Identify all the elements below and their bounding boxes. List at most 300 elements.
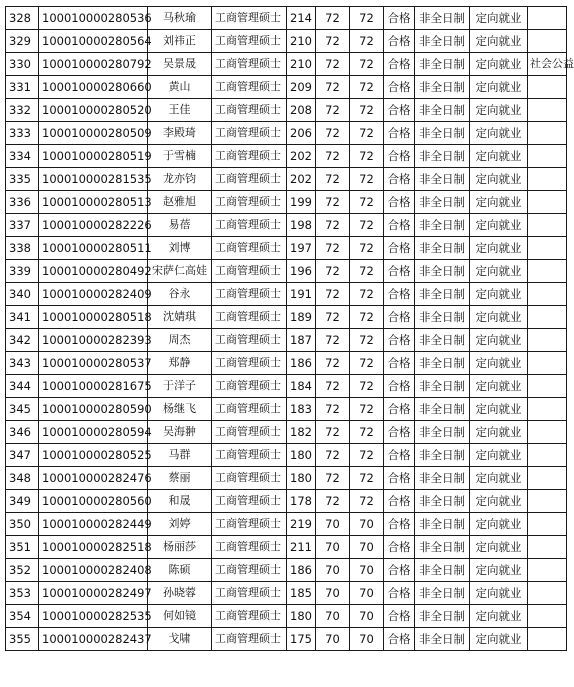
study-mode-cell: 非全日制 bbox=[415, 76, 470, 99]
employment-plan-cell: 定向就业 bbox=[470, 467, 528, 490]
candidate-name-cell: 宋萨仁高娃 bbox=[148, 260, 212, 283]
candidate-name-cell: 杨继飞 bbox=[148, 398, 212, 421]
remark-cell bbox=[528, 283, 567, 306]
subject-score-1-cell: 72 bbox=[316, 122, 350, 145]
total-score-cell: 211 bbox=[287, 536, 316, 559]
major-name-cell: 工商管理硕士 bbox=[212, 329, 287, 352]
study-mode-cell: 非全日制 bbox=[415, 559, 470, 582]
result-status-cell: 合格 bbox=[384, 582, 415, 605]
subject-score-2-cell: 70 bbox=[350, 605, 384, 628]
result-status-cell: 合格 bbox=[384, 536, 415, 559]
candidate-id-cell: 100010000280525 bbox=[39, 444, 148, 467]
major-name-cell: 工商管理硕士 bbox=[212, 214, 287, 237]
result-status-cell: 合格 bbox=[384, 99, 415, 122]
major-name-cell: 工商管理硕士 bbox=[212, 99, 287, 122]
remark-cell bbox=[528, 421, 567, 444]
employment-plan-cell: 定向就业 bbox=[470, 398, 528, 421]
subject-score-2-cell: 72 bbox=[350, 329, 384, 352]
subject-score-2-cell: 70 bbox=[350, 559, 384, 582]
subject-score-1-cell: 72 bbox=[316, 352, 350, 375]
table-row bbox=[6, 605, 567, 628]
major-name-cell: 工商管理硕士 bbox=[212, 490, 287, 513]
remark-cell bbox=[528, 306, 567, 329]
major-name-cell: 工商管理硕士 bbox=[212, 444, 287, 467]
subject-score-1-cell: 72 bbox=[316, 145, 350, 168]
study-mode-cell: 非全日制 bbox=[415, 30, 470, 53]
total-score-cell: 210 bbox=[287, 30, 316, 53]
result-status-cell: 合格 bbox=[384, 7, 415, 30]
remark-cell bbox=[528, 329, 567, 352]
candidate-name-cell: 谷永 bbox=[148, 283, 212, 306]
table-row bbox=[6, 352, 567, 375]
result-status-cell: 合格 bbox=[384, 605, 415, 628]
major-name-cell: 工商管理硕士 bbox=[212, 375, 287, 398]
employment-plan-cell: 定向就业 bbox=[470, 444, 528, 467]
admission-table bbox=[5, 6, 574, 651]
subject-score-1-cell: 72 bbox=[316, 99, 350, 122]
subject-score-1-cell: 72 bbox=[316, 214, 350, 237]
remark-cell bbox=[528, 582, 567, 605]
remark-cell bbox=[528, 237, 567, 260]
candidate-name-cell: 刘婷 bbox=[148, 513, 212, 536]
study-mode-cell: 非全日制 bbox=[415, 605, 470, 628]
employment-plan-cell: 定向就业 bbox=[470, 536, 528, 559]
subject-score-1-cell: 72 bbox=[316, 306, 350, 329]
employment-plan-cell: 定向就业 bbox=[470, 30, 528, 53]
employment-plan-cell: 定向就业 bbox=[470, 283, 528, 306]
employment-plan-cell: 定向就业 bbox=[470, 145, 528, 168]
total-score-cell: 189 bbox=[287, 306, 316, 329]
result-status-cell: 合格 bbox=[384, 398, 415, 421]
candidate-id-cell: 100010000282437 bbox=[39, 628, 148, 651]
subject-score-2-cell: 72 bbox=[350, 467, 384, 490]
employment-plan-cell: 定向就业 bbox=[470, 375, 528, 398]
table-row bbox=[6, 329, 567, 352]
study-mode-cell: 非全日制 bbox=[415, 214, 470, 237]
employment-plan-cell: 定向就业 bbox=[470, 260, 528, 283]
table-row bbox=[6, 628, 567, 651]
employment-plan-cell: 定向就业 bbox=[470, 53, 528, 76]
result-status-cell: 合格 bbox=[384, 628, 415, 651]
subject-score-2-cell: 72 bbox=[350, 53, 384, 76]
result-status-cell: 合格 bbox=[384, 352, 415, 375]
subject-score-1-cell: 72 bbox=[316, 53, 350, 76]
total-score-cell: 187 bbox=[287, 329, 316, 352]
candidate-name-cell: 黄山 bbox=[148, 76, 212, 99]
major-name-cell: 工商管理硕士 bbox=[212, 306, 287, 329]
study-mode-cell: 非全日制 bbox=[415, 582, 470, 605]
row-number-cell: 349 bbox=[6, 490, 39, 513]
result-status-cell: 合格 bbox=[384, 444, 415, 467]
candidate-id-cell: 100010000280518 bbox=[39, 306, 148, 329]
employment-plan-cell: 定向就业 bbox=[470, 352, 528, 375]
row-number-cell: 339 bbox=[6, 260, 39, 283]
result-status-cell: 合格 bbox=[384, 168, 415, 191]
candidate-id-cell: 100010000282535 bbox=[39, 605, 148, 628]
total-score-cell: 198 bbox=[287, 214, 316, 237]
study-mode-cell: 非全日制 bbox=[415, 329, 470, 352]
subject-score-1-cell: 72 bbox=[316, 283, 350, 306]
row-number-cell: 340 bbox=[6, 283, 39, 306]
remark-cell: 社会公益 bbox=[528, 53, 567, 76]
result-status-cell: 合格 bbox=[384, 214, 415, 237]
result-status-cell: 合格 bbox=[384, 467, 415, 490]
candidate-id-cell: 100010000280513 bbox=[39, 191, 148, 214]
row-number-cell: 350 bbox=[6, 513, 39, 536]
candidate-id-cell: 100010000280564 bbox=[39, 30, 148, 53]
row-number-cell: 328 bbox=[6, 7, 39, 30]
table-row bbox=[6, 513, 567, 536]
study-mode-cell: 非全日制 bbox=[415, 628, 470, 651]
result-status-cell: 合格 bbox=[384, 260, 415, 283]
subject-score-1-cell: 70 bbox=[316, 628, 350, 651]
candidate-id-cell: 100010000280511 bbox=[39, 237, 148, 260]
table-row bbox=[6, 467, 567, 490]
row-number-cell: 337 bbox=[6, 214, 39, 237]
subject-score-1-cell: 70 bbox=[316, 513, 350, 536]
result-status-cell: 合格 bbox=[384, 559, 415, 582]
study-mode-cell: 非全日制 bbox=[415, 375, 470, 398]
subject-score-2-cell: 70 bbox=[350, 628, 384, 651]
candidate-id-cell: 100010000280594 bbox=[39, 421, 148, 444]
major-name-cell: 工商管理硕士 bbox=[212, 145, 287, 168]
study-mode-cell: 非全日制 bbox=[415, 168, 470, 191]
row-number-cell: 331 bbox=[6, 76, 39, 99]
table-row bbox=[6, 99, 567, 122]
candidate-id-cell: 100010000280536 bbox=[39, 7, 148, 30]
result-status-cell: 合格 bbox=[384, 30, 415, 53]
table-row bbox=[6, 582, 567, 605]
candidate-name-cell: 于洋子 bbox=[148, 375, 212, 398]
candidate-id-cell: 100010000282497 bbox=[39, 582, 148, 605]
row-number-cell: 335 bbox=[6, 168, 39, 191]
subject-score-1-cell: 70 bbox=[316, 605, 350, 628]
candidate-id-cell: 100010000280509 bbox=[39, 122, 148, 145]
subject-score-2-cell: 70 bbox=[350, 582, 384, 605]
major-name-cell: 工商管理硕士 bbox=[212, 30, 287, 53]
total-score-cell: 196 bbox=[287, 260, 316, 283]
row-number-cell: 333 bbox=[6, 122, 39, 145]
candidate-name-cell: 李殿琦 bbox=[148, 122, 212, 145]
table-row bbox=[6, 237, 567, 260]
table-row bbox=[6, 398, 567, 421]
row-number-cell: 329 bbox=[6, 30, 39, 53]
study-mode-cell: 非全日制 bbox=[415, 283, 470, 306]
subject-score-2-cell: 72 bbox=[350, 122, 384, 145]
study-mode-cell: 非全日制 bbox=[415, 237, 470, 260]
candidate-id-cell: 100010000281675 bbox=[39, 375, 148, 398]
result-status-cell: 合格 bbox=[384, 191, 415, 214]
table-row bbox=[6, 536, 567, 559]
row-number-cell: 344 bbox=[6, 375, 39, 398]
subject-score-2-cell: 72 bbox=[350, 444, 384, 467]
subject-score-2-cell: 72 bbox=[350, 7, 384, 30]
study-mode-cell: 非全日制 bbox=[415, 536, 470, 559]
major-name-cell: 工商管理硕士 bbox=[212, 237, 287, 260]
total-score-cell: 214 bbox=[287, 7, 316, 30]
total-score-cell: 199 bbox=[287, 191, 316, 214]
subject-score-1-cell: 72 bbox=[316, 375, 350, 398]
subject-score-2-cell: 72 bbox=[350, 145, 384, 168]
employment-plan-cell: 定向就业 bbox=[470, 605, 528, 628]
table-row bbox=[6, 283, 567, 306]
subject-score-2-cell: 72 bbox=[350, 30, 384, 53]
candidate-name-cell: 马群 bbox=[148, 444, 212, 467]
candidate-name-cell: 王佳 bbox=[148, 99, 212, 122]
result-status-cell: 合格 bbox=[384, 306, 415, 329]
result-status-cell: 合格 bbox=[384, 145, 415, 168]
subject-score-2-cell: 72 bbox=[350, 306, 384, 329]
major-name-cell: 工商管理硕士 bbox=[212, 53, 287, 76]
table-row bbox=[6, 76, 567, 99]
study-mode-cell: 非全日制 bbox=[415, 191, 470, 214]
result-status-cell: 合格 bbox=[384, 122, 415, 145]
study-mode-cell: 非全日制 bbox=[415, 421, 470, 444]
total-score-cell: 183 bbox=[287, 398, 316, 421]
candidate-id-cell: 100010000280660 bbox=[39, 76, 148, 99]
subject-score-1-cell: 72 bbox=[316, 444, 350, 467]
major-name-cell: 工商管理硕士 bbox=[212, 536, 287, 559]
candidate-name-cell: 龙亦钧 bbox=[148, 168, 212, 191]
result-status-cell: 合格 bbox=[384, 53, 415, 76]
table-row bbox=[6, 490, 567, 513]
subject-score-1-cell: 70 bbox=[316, 582, 350, 605]
study-mode-cell: 非全日制 bbox=[415, 398, 470, 421]
admission-list-sheet bbox=[5, 6, 574, 651]
employment-plan-cell: 定向就业 bbox=[470, 237, 528, 260]
total-score-cell: 209 bbox=[287, 76, 316, 99]
candidate-id-cell: 100010000280537 bbox=[39, 352, 148, 375]
remark-cell bbox=[528, 605, 567, 628]
row-number-cell: 342 bbox=[6, 329, 39, 352]
candidate-name-cell: 和晟 bbox=[148, 490, 212, 513]
row-number-cell: 353 bbox=[6, 582, 39, 605]
result-status-cell: 合格 bbox=[384, 76, 415, 99]
row-number-cell: 347 bbox=[6, 444, 39, 467]
candidate-name-cell: 于雪楠 bbox=[148, 145, 212, 168]
row-number-cell: 355 bbox=[6, 628, 39, 651]
major-name-cell: 工商管理硕士 bbox=[212, 628, 287, 651]
subject-score-2-cell: 72 bbox=[350, 283, 384, 306]
subject-score-2-cell: 72 bbox=[350, 191, 384, 214]
study-mode-cell: 非全日制 bbox=[415, 145, 470, 168]
subject-score-2-cell: 72 bbox=[350, 237, 384, 260]
row-number-cell: 332 bbox=[6, 99, 39, 122]
remark-cell bbox=[528, 398, 567, 421]
subject-score-1-cell: 70 bbox=[316, 559, 350, 582]
employment-plan-cell: 定向就业 bbox=[470, 490, 528, 513]
result-status-cell: 合格 bbox=[384, 490, 415, 513]
result-status-cell: 合格 bbox=[384, 421, 415, 444]
row-number-cell: 343 bbox=[6, 352, 39, 375]
study-mode-cell: 非全日制 bbox=[415, 444, 470, 467]
remark-cell bbox=[528, 168, 567, 191]
total-score-cell: 186 bbox=[287, 352, 316, 375]
remark-cell bbox=[528, 467, 567, 490]
remark-cell bbox=[528, 444, 567, 467]
total-score-cell: 184 bbox=[287, 375, 316, 398]
result-status-cell: 合格 bbox=[384, 283, 415, 306]
candidate-id-cell: 100010000280519 bbox=[39, 145, 148, 168]
candidate-name-cell: 赵雅旭 bbox=[148, 191, 212, 214]
study-mode-cell: 非全日制 bbox=[415, 99, 470, 122]
subject-score-1-cell: 72 bbox=[316, 7, 350, 30]
subject-score-2-cell: 72 bbox=[350, 76, 384, 99]
subject-score-2-cell: 72 bbox=[350, 375, 384, 398]
major-name-cell: 工商管理硕士 bbox=[212, 421, 287, 444]
candidate-id-cell: 100010000282476 bbox=[39, 467, 148, 490]
candidate-name-cell: 刘博 bbox=[148, 237, 212, 260]
subject-score-1-cell: 72 bbox=[316, 237, 350, 260]
employment-plan-cell: 定向就业 bbox=[470, 582, 528, 605]
candidate-name-cell: 杨丽莎 bbox=[148, 536, 212, 559]
major-name-cell: 工商管理硕士 bbox=[212, 168, 287, 191]
table-row bbox=[6, 260, 567, 283]
major-name-cell: 工商管理硕士 bbox=[212, 352, 287, 375]
total-score-cell: 206 bbox=[287, 122, 316, 145]
remark-cell bbox=[528, 99, 567, 122]
employment-plan-cell: 定向就业 bbox=[470, 7, 528, 30]
major-name-cell: 工商管理硕士 bbox=[212, 260, 287, 283]
total-score-cell: 186 bbox=[287, 559, 316, 582]
study-mode-cell: 非全日制 bbox=[415, 490, 470, 513]
subject-score-1-cell: 72 bbox=[316, 260, 350, 283]
candidate-id-cell: 100010000280560 bbox=[39, 490, 148, 513]
remark-cell bbox=[528, 76, 567, 99]
candidate-id-cell: 100010000282409 bbox=[39, 283, 148, 306]
candidate-name-cell: 吴海翀 bbox=[148, 421, 212, 444]
subject-score-1-cell: 72 bbox=[316, 490, 350, 513]
employment-plan-cell: 定向就业 bbox=[470, 559, 528, 582]
table-row bbox=[6, 145, 567, 168]
remark-cell bbox=[528, 122, 567, 145]
table-body bbox=[6, 7, 574, 651]
subject-score-2-cell: 72 bbox=[350, 352, 384, 375]
major-name-cell: 工商管理硕士 bbox=[212, 467, 287, 490]
major-name-cell: 工商管理硕士 bbox=[212, 191, 287, 214]
subject-score-2-cell: 72 bbox=[350, 490, 384, 513]
major-name-cell: 工商管理硕士 bbox=[212, 398, 287, 421]
table-row bbox=[6, 122, 567, 145]
employment-plan-cell: 定向就业 bbox=[470, 191, 528, 214]
remark-cell bbox=[528, 352, 567, 375]
candidate-id-cell: 100010000280492 bbox=[39, 260, 148, 283]
table-row bbox=[6, 53, 567, 76]
candidate-id-cell: 100010000282393 bbox=[39, 329, 148, 352]
table-row bbox=[6, 444, 567, 467]
candidate-name-cell: 蔡丽 bbox=[148, 467, 212, 490]
remark-cell bbox=[528, 7, 567, 30]
study-mode-cell: 非全日制 bbox=[415, 260, 470, 283]
row-number-cell: 352 bbox=[6, 559, 39, 582]
employment-plan-cell: 定向就业 bbox=[470, 306, 528, 329]
study-mode-cell: 非全日制 bbox=[415, 7, 470, 30]
row-number-cell: 346 bbox=[6, 421, 39, 444]
candidate-id-cell: 100010000282408 bbox=[39, 559, 148, 582]
candidate-name-cell: 戈啸 bbox=[148, 628, 212, 651]
row-number-cell: 334 bbox=[6, 145, 39, 168]
total-score-cell: 202 bbox=[287, 145, 316, 168]
employment-plan-cell: 定向就业 bbox=[470, 329, 528, 352]
total-score-cell: 185 bbox=[287, 582, 316, 605]
subject-score-1-cell: 72 bbox=[316, 398, 350, 421]
employment-plan-cell: 定向就业 bbox=[470, 168, 528, 191]
total-score-cell: 178 bbox=[287, 490, 316, 513]
major-name-cell: 工商管理硕士 bbox=[212, 76, 287, 99]
table-row bbox=[6, 214, 567, 237]
candidate-id-cell: 100010000282226 bbox=[39, 214, 148, 237]
candidate-id-cell: 100010000282449 bbox=[39, 513, 148, 536]
major-name-cell: 工商管理硕士 bbox=[212, 122, 287, 145]
result-status-cell: 合格 bbox=[384, 375, 415, 398]
row-number-cell: 354 bbox=[6, 605, 39, 628]
remark-cell bbox=[528, 375, 567, 398]
subject-score-1-cell: 72 bbox=[316, 329, 350, 352]
result-status-cell: 合格 bbox=[384, 237, 415, 260]
subject-score-1-cell: 72 bbox=[316, 421, 350, 444]
table-row bbox=[6, 375, 567, 398]
row-number-cell: 348 bbox=[6, 467, 39, 490]
row-number-cell: 341 bbox=[6, 306, 39, 329]
subject-score-1-cell: 70 bbox=[316, 536, 350, 559]
subject-score-2-cell: 72 bbox=[350, 99, 384, 122]
candidate-name-cell: 沈婧琪 bbox=[148, 306, 212, 329]
total-score-cell: 180 bbox=[287, 467, 316, 490]
candidate-name-cell: 孙晓蓉 bbox=[148, 582, 212, 605]
table-row bbox=[6, 191, 567, 214]
study-mode-cell: 非全日制 bbox=[415, 306, 470, 329]
subject-score-2-cell: 72 bbox=[350, 214, 384, 237]
major-name-cell: 工商管理硕士 bbox=[212, 513, 287, 536]
candidate-id-cell: 100010000280590 bbox=[39, 398, 148, 421]
study-mode-cell: 非全日制 bbox=[415, 53, 470, 76]
subject-score-1-cell: 72 bbox=[316, 30, 350, 53]
row-number-cell: 338 bbox=[6, 237, 39, 260]
table-row bbox=[6, 168, 567, 191]
study-mode-cell: 非全日制 bbox=[415, 122, 470, 145]
total-score-cell: 180 bbox=[287, 605, 316, 628]
major-name-cell: 工商管理硕士 bbox=[212, 605, 287, 628]
result-status-cell: 合格 bbox=[384, 329, 415, 352]
remark-cell bbox=[528, 214, 567, 237]
employment-plan-cell: 定向就业 bbox=[470, 76, 528, 99]
candidate-name-cell: 陈硕 bbox=[148, 559, 212, 582]
total-score-cell: 197 bbox=[287, 237, 316, 260]
major-name-cell: 工商管理硕士 bbox=[212, 582, 287, 605]
employment-plan-cell: 定向就业 bbox=[470, 214, 528, 237]
subject-score-1-cell: 72 bbox=[316, 168, 350, 191]
remark-cell bbox=[528, 559, 567, 582]
remark-cell bbox=[528, 536, 567, 559]
subject-score-2-cell: 72 bbox=[350, 421, 384, 444]
candidate-id-cell: 100010000280792 bbox=[39, 53, 148, 76]
candidate-name-cell: 周杰 bbox=[148, 329, 212, 352]
study-mode-cell: 非全日制 bbox=[415, 352, 470, 375]
total-score-cell: 182 bbox=[287, 421, 316, 444]
major-name-cell: 工商管理硕士 bbox=[212, 7, 287, 30]
row-number-cell: 336 bbox=[6, 191, 39, 214]
study-mode-cell: 非全日制 bbox=[415, 467, 470, 490]
total-score-cell: 180 bbox=[287, 444, 316, 467]
employment-plan-cell: 定向就业 bbox=[470, 99, 528, 122]
candidate-name-cell: 刘祎正 bbox=[148, 30, 212, 53]
employment-plan-cell: 定向就业 bbox=[470, 628, 528, 651]
employment-plan-cell: 定向就业 bbox=[470, 122, 528, 145]
total-score-cell: 210 bbox=[287, 53, 316, 76]
row-number-cell: 351 bbox=[6, 536, 39, 559]
candidate-id-cell: 100010000280520 bbox=[39, 99, 148, 122]
remark-cell bbox=[528, 628, 567, 651]
